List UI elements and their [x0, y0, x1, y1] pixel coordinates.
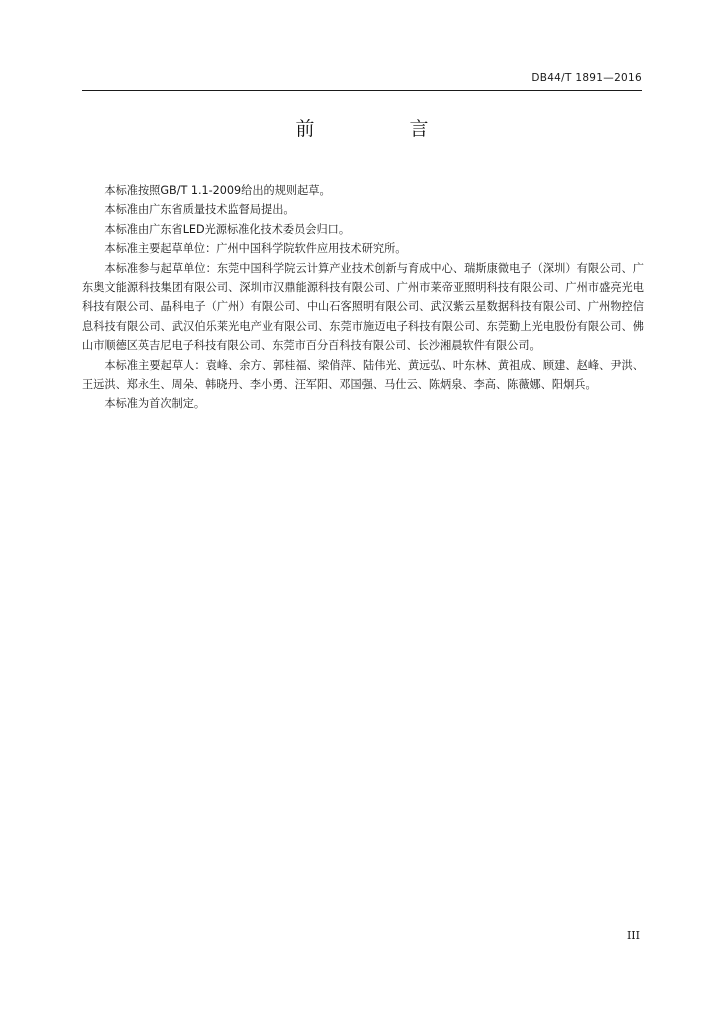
page-title: 前 言 [295, 118, 467, 140]
standard-code: DB44/T 1891—2016 [531, 72, 642, 84]
header-divider [82, 90, 642, 91]
paragraph-first-edition: 本标准为首次制定。 [104, 397, 206, 411]
page-number: III [626, 929, 640, 942]
paragraph-drafting-rules: 本标准按照GB/T 1.1-2009给出的规则起草。 [104, 184, 331, 197]
paragraph-participating-units: 本标准参与起草单位：东莞中国科学院云计算产业技术创新与育成中心、瑞斯康微电子（深圳）有限公司、广东奥文能源科技集团有限公司、深圳市汉鼎能源科技有限公司、广州市莱帝亚照明科技有限公司、广州市盛亮光电科技有限公司、晶科电子（广州）有限公司、中山石客照明有限公司、武汉紫云星数据科技有限公司、广州物控信息科技有限公司、武汉伯乐莱光电产业有限公司、东莞市施迈电子科技有限公司、东莞勤上光电股份有限公司、佛山市顺德区英吉尼电子科技有限公司、东莞市百分百科技有限公司、长沙湘晨软件有限公司。 [82, 261, 644, 353]
paragraph-main-drafters: 本标准主要起草人：袁峰、余方、郭桂福、梁俏萍、陆伟光、黄远弘、叶东林、黄祖成、顾建、赵峰、尹洪、王远洪、郑永生、周朵、韩晓丹、李小勇、汪军阳、邓国强、马仕云、陈炳泉、李高、陈薇娜、阳炯兵。 [82, 358, 644, 392]
paragraph-main-drafting-unit: 本标准主要起草单位：广州中国科学院软件应用技术研究所。 [104, 242, 407, 256]
foreword-body [82, 181, 644, 414]
paragraph-proposer: 本标准由广东省质量技术监督局提出。 [104, 203, 295, 217]
paragraph-committee: 本标准由广东省LED光源标准化技术委员会归口。 [104, 222, 351, 236]
